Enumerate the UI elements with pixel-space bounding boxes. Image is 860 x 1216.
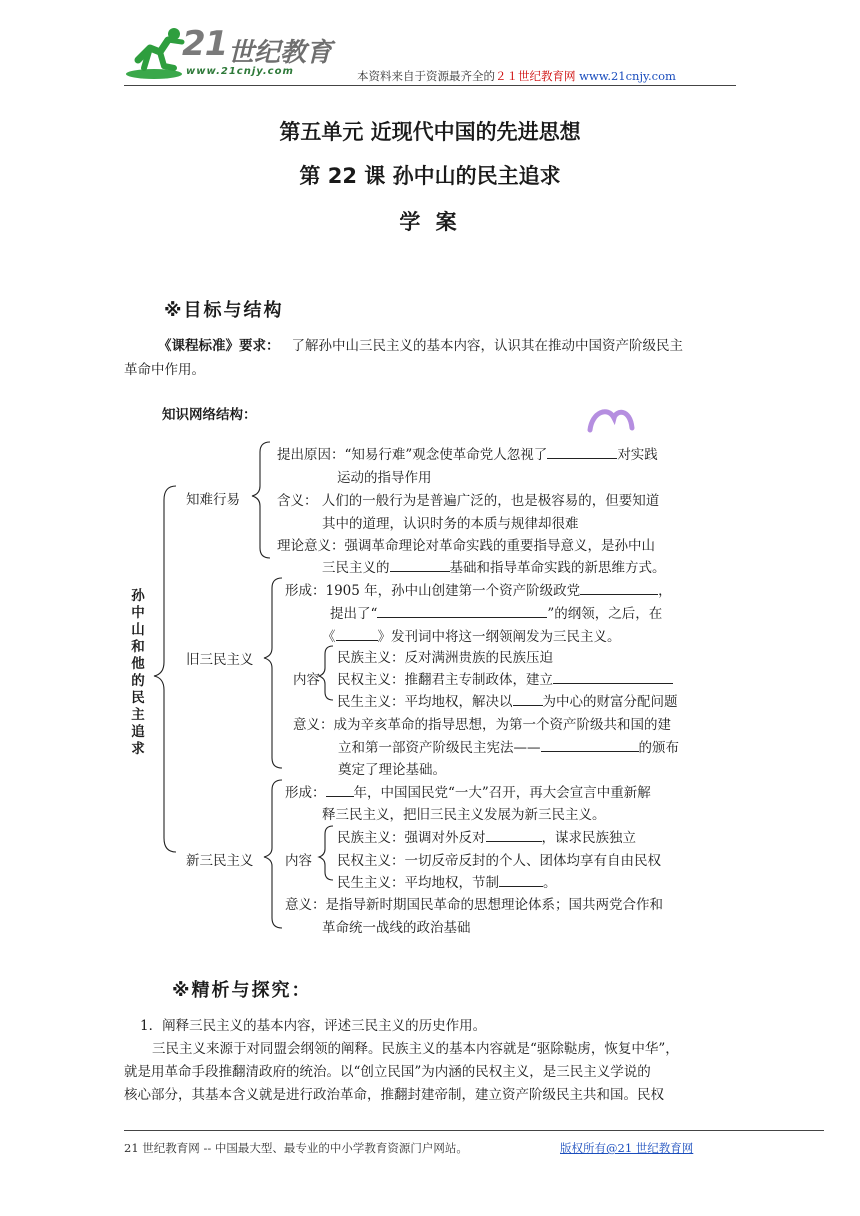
zhinan-significance: 理论意义：强调革命理论对革命实践的重要指导意义，是孙中山 <box>277 538 655 554</box>
fill-blank[interactable] <box>547 446 617 459</box>
fill-blank[interactable] <box>580 582 658 595</box>
branch-label-zhinan: 知难行易 <box>186 492 240 508</box>
fill-blank[interactable] <box>486 829 542 842</box>
branch-label-new-three: 新三民主义 <box>186 853 254 869</box>
zhinan-meaning: 含义： 人们的一般行为是普遍广泛的，也是极容易的，但要知道 <box>277 493 660 509</box>
fill-blank[interactable] <box>553 671 673 684</box>
new-formation-end: 年，中国国民党“一大”召开，再大会宣言中重新解 <box>353 785 651 801</box>
footer-rule <box>124 1130 824 1131</box>
doc-type-title: 学 案 <box>399 210 461 234</box>
new-formation-1 <box>285 781 651 801</box>
old-significance-2-end: 的颁布 <box>638 740 679 756</box>
new-minsheng-text: 民生主义：平均地权，节制 <box>337 875 499 891</box>
fill-blank[interactable] <box>499 874 543 887</box>
fill-blank[interactable] <box>336 628 378 641</box>
answer-line-2: 就是用革命手段推翻清政府的统治。以“创立民国”为内涵的民权主义，是三民主义学说的 <box>124 1064 651 1080</box>
new-minzu <box>337 826 636 846</box>
header-note-site: ２１世纪教育网 <box>495 69 576 83</box>
new-minzu-end: ，谋求民族独立 <box>541 830 636 846</box>
unit-title: 第五单元 近现代中国的先进思想 <box>279 120 581 144</box>
old-formation-1 <box>285 579 672 599</box>
old-formation-3-text: 《 <box>322 629 336 645</box>
old-significance-3: 奠定了理论基础。 <box>338 762 446 778</box>
old-minzu: 民族主义：反对满洲贵族的民族压迫 <box>337 650 553 666</box>
zhinan-reason-text: 提出原因：“知易行难”观念使革命党人忽视了 <box>277 447 548 463</box>
old-minquan <box>337 668 673 688</box>
fill-blank[interactable] <box>377 605 547 618</box>
answer-line-3: 核心部分，其基本含义就是进行政治革命，推翻封建帝制，建立资产阶级民主共和国。民权 <box>124 1087 664 1103</box>
old-formation-3 <box>322 625 621 645</box>
zhinan-reason-end: 对实践 <box>617 447 658 463</box>
fill-blank[interactable] <box>326 784 354 797</box>
diagram-root-label: 孙中山和他的民主追求 <box>131 588 145 757</box>
fill-blank[interactable] <box>390 559 450 572</box>
old-minsheng-text: 民生主义：平均地权，解决以 <box>337 694 513 710</box>
section-heading-analysis: ※精析与探究： <box>172 980 312 1001</box>
old-minsheng <box>337 690 678 710</box>
new-significance-2: 革命统一战线的政治基础 <box>322 920 471 936</box>
footer-text: 21 世纪教育网 -- 中国最大型、最专业的中小学教育资源门户网站。 <box>124 1141 468 1155</box>
network-label: 知识网络结构： <box>162 407 257 423</box>
old-significance-2 <box>338 736 679 756</box>
standard-label: 《课程标准》要求： <box>158 338 280 354</box>
section-heading-goals: ※目标与结构 <box>164 300 284 321</box>
answer-line-1: 三民主义来源于对同盟会纲领的阐释。民族主义的基本内容就是“驱除鞑虏，恢复中华”， <box>152 1041 679 1057</box>
logo-number: 21 <box>182 24 228 64</box>
old-formation-2-end: ”的纲领，之后，在 <box>547 606 663 622</box>
new-minsheng <box>337 871 557 891</box>
logo-url: www.21cnjy.com <box>186 66 294 77</box>
header-note-prefix: 本资料来自于资源最齐全的 <box>357 69 495 83</box>
old-formation-3-end: 》发刊词中将这一纲领阐发为三民主义。 <box>377 629 621 645</box>
new-formation-text: 形成： <box>285 785 326 801</box>
fill-blank[interactable] <box>541 739 639 752</box>
new-formation-2: 释三民主义，把旧三民主义发展为新三民主义。 <box>322 807 606 823</box>
new-minquan: 民权主义：一切反帝反封的个人、团体均享有自由民权 <box>337 853 661 869</box>
old-minsheng-end: 为中心的财富分配问题 <box>542 694 678 710</box>
old-significance-1: 意义：成为辛亥革命的指导思想，为第一个资产阶级共和国的建 <box>293 717 671 733</box>
footer-copyright-link[interactable]: 版权所有@21 世纪教育网 <box>560 1141 694 1155</box>
old-significance-2-text: 立和第一部资产阶级民主宪法—— <box>338 740 541 756</box>
zhinan-reason <box>277 443 658 463</box>
question-1: 1．阐释三民主义的基本内容，评述三民主义的历史作用。 <box>140 1018 487 1034</box>
fill-blank[interactable] <box>513 693 543 706</box>
old-minquan-text: 民权主义：推翻君主专制政体，建立 <box>337 672 553 688</box>
new-significance-1: 意义：是指导新时期国民革命的思想理论体系；国共两党合作和 <box>285 897 663 913</box>
standard-line-2: 革命中作用。 <box>124 362 205 378</box>
header-note-url[interactable]: www.21cnjy.com <box>579 69 676 83</box>
branch-label-old-three: 旧三民主义 <box>186 652 254 668</box>
new-minzu-text: 民族主义：强调对外反对 <box>337 830 486 846</box>
zhinan-meaning-cont: 其中的道理，认识时务的本质与规律却很难 <box>322 516 579 532</box>
logo-text: 世纪教育 <box>228 38 333 68</box>
old-formation-text: 形成：1905 年，孙中山创建第一个资产阶级政党 <box>285 583 581 599</box>
old-formation-end: ， <box>658 583 672 599</box>
zhinan-reason-cont: 运动的指导作用 <box>337 470 432 486</box>
old-content-label: 内容 <box>293 672 320 688</box>
zhinan-sig-end: 基础和指导革命实践的新思维方式。 <box>449 560 666 576</box>
old-formation-2-text: 提出了“ <box>330 606 378 622</box>
zhinan-significance-cont <box>322 556 666 576</box>
new-content-label: 内容 <box>285 853 312 869</box>
old-formation-2 <box>330 602 662 622</box>
standard-text-1: 了解孙中山三民主义的基本内容，认识其在推动中国资产阶级民主 <box>291 338 683 354</box>
new-minsheng-end: 。 <box>543 875 557 891</box>
lesson-title: 第 22 课 孙中山的民主追求 <box>299 164 561 188</box>
zhinan-sig-text: 三民主义的 <box>322 560 390 576</box>
